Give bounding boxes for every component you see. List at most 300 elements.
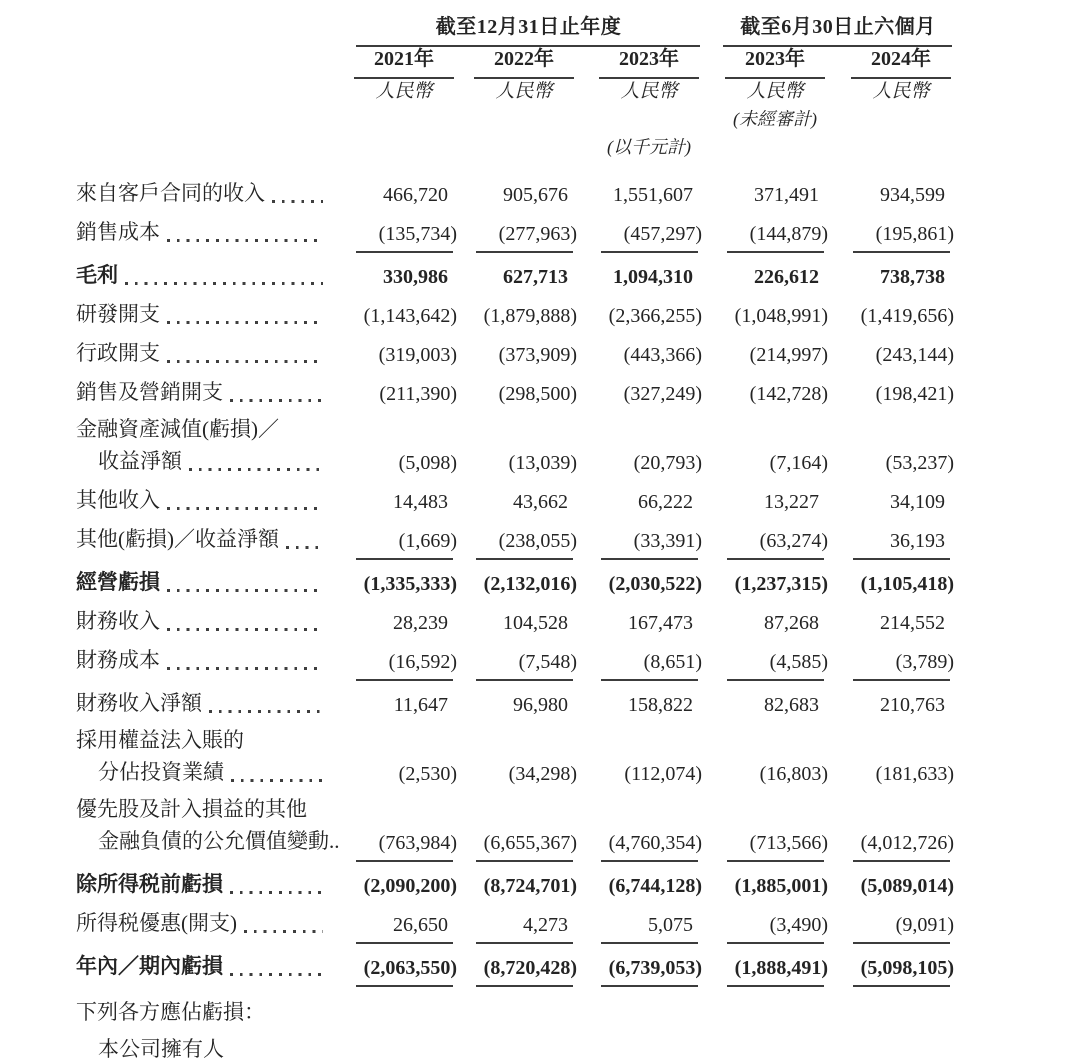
dot-leader [244, 930, 323, 933]
table-row [76, 257, 953, 296]
value-cell [723, 573, 827, 596]
column-group-header-row [76, 10, 953, 42]
value-cell [326, 184, 456, 207]
value: (5,098) [398, 452, 457, 474]
value: 34,109 [890, 491, 945, 513]
value: 214,552 [880, 612, 945, 634]
currency-header-row [76, 75, 953, 105]
value: (8,724,701) [483, 875, 577, 897]
value: (16,803) [759, 763, 828, 785]
value: (2,132,016) [483, 573, 577, 595]
value: (34,298) [508, 763, 577, 785]
value: (3,490) [769, 914, 828, 936]
row-label: 下列各方應佔虧損： [76, 1000, 265, 1024]
value-cell [456, 266, 576, 289]
value-cell [827, 914, 953, 937]
value-cell [827, 875, 953, 898]
value: (195,861) [875, 223, 954, 245]
value-cell [326, 530, 456, 553]
row-label: 財務成本 [76, 648, 160, 672]
value-cell [456, 452, 576, 475]
value: (6,744,128) [608, 875, 702, 897]
partial-row [76, 1033, 953, 1063]
value: (6,655,367) [483, 832, 577, 854]
unit-note-cell [576, 133, 701, 159]
value: (1,143,642) [363, 305, 457, 327]
value: (53,237) [885, 452, 954, 474]
dot-leader [125, 282, 323, 285]
value: (298,500) [498, 383, 577, 405]
row-label: 行政開支 [76, 341, 160, 365]
value: (8,720,428) [483, 957, 577, 979]
table-row [76, 948, 953, 987]
value-cell [827, 530, 953, 553]
value-cell [827, 344, 953, 367]
value: (443,366) [623, 344, 702, 366]
table-row [76, 866, 953, 905]
currency-cell [723, 76, 827, 105]
value-cell [827, 305, 953, 328]
value: (20,793) [633, 452, 702, 474]
label-row [76, 724, 953, 754]
value-cell [723, 914, 827, 937]
dot-leader [209, 710, 323, 713]
column-group-annual [326, 10, 701, 47]
value-cell [723, 957, 827, 980]
value-cell [723, 223, 827, 246]
value: (277,963) [498, 223, 577, 245]
row-label: 所得税優惠(開支) [76, 911, 237, 935]
row-label-cell [76, 996, 326, 1026]
value-cell [326, 875, 456, 898]
row-label-cell [76, 687, 326, 717]
dot-leader [167, 589, 323, 592]
value-cell [723, 383, 827, 406]
value: (112,074) [624, 763, 702, 785]
row-label-cell [76, 644, 326, 674]
value-cell [576, 344, 701, 367]
value-cell [326, 305, 456, 328]
value: (319,003) [378, 344, 457, 366]
value-cell [576, 651, 701, 674]
year-header-2022: 2022年 [474, 42, 574, 79]
value-cell [723, 530, 827, 553]
value-cell [576, 383, 701, 406]
value-cell [723, 875, 827, 898]
value: (7,164) [769, 452, 828, 474]
value-cell [576, 875, 701, 898]
value-cell [456, 344, 576, 367]
row-label: 其他收入 [76, 488, 160, 512]
value: (373,909) [498, 344, 577, 366]
value: (2,366,255) [608, 305, 702, 327]
value-cell [456, 694, 576, 717]
value: 13,227 [764, 491, 819, 513]
value-cell [576, 452, 701, 475]
label-row [76, 793, 953, 823]
dot-leader [167, 628, 323, 631]
currency-cell [576, 76, 701, 105]
table-row [76, 642, 953, 681]
currency-cell [827, 76, 953, 105]
value-cell [326, 914, 456, 937]
value: 1,551,607 [613, 184, 693, 206]
row-label: 採用權益法入賬的 [76, 728, 244, 752]
value: 43,662 [513, 491, 568, 513]
value: (713,566) [749, 832, 828, 854]
value: 738,738 [880, 266, 945, 288]
row-label-cell [76, 259, 326, 289]
value: 66,222 [638, 491, 693, 513]
year-header-cell [723, 42, 827, 79]
row-label-cell [76, 605, 326, 635]
dot-leader [167, 239, 323, 242]
value-cell [576, 763, 701, 786]
row-label-cell [76, 907, 326, 937]
value-cell [576, 832, 701, 855]
value: (3,789) [895, 651, 954, 673]
value-cell [456, 763, 576, 786]
value-cell [326, 266, 456, 289]
value: 167,473 [628, 612, 693, 634]
value-cell [576, 305, 701, 328]
value-cell [723, 266, 827, 289]
row-label: 除所得税前虧損 [76, 872, 223, 896]
value: 5,075 [648, 914, 693, 936]
value-cell [576, 491, 701, 514]
value: (135,734) [378, 223, 457, 245]
dot-leader [230, 973, 323, 976]
currency-label: 人民幣 [375, 81, 433, 102]
value-cell [456, 573, 576, 596]
value: (214,997) [749, 344, 828, 366]
value-cell [456, 832, 576, 855]
year-header-2024-interim: 2024年 [851, 42, 951, 79]
table-row [76, 603, 953, 642]
unaudited-note-cell [723, 105, 827, 131]
value: (1,335,333) [363, 573, 457, 595]
table-row [76, 905, 953, 944]
table-row [76, 296, 953, 335]
value-cell [723, 344, 827, 367]
row-label: 來自客戶合同的收入 [76, 181, 265, 205]
value: 14,483 [393, 491, 448, 513]
year-header-cell [456, 42, 576, 79]
value: (211,390) [379, 383, 457, 405]
value-cell [326, 491, 456, 514]
value-cell [576, 914, 701, 937]
row-label-cell [76, 1033, 326, 1063]
table-row [76, 823, 953, 862]
table-row [76, 214, 953, 253]
value: (6,739,053) [608, 957, 702, 979]
currency-label: 人民幣 [495, 81, 553, 102]
table-row [76, 754, 953, 793]
row-label: 銷售成本 [76, 220, 160, 244]
value: (142,728) [749, 383, 828, 405]
value: (33,391) [633, 530, 702, 552]
row-label: 財務收入 [76, 609, 160, 633]
dot-leader [231, 779, 323, 782]
value-cell [456, 305, 576, 328]
value-cell [326, 957, 456, 980]
row-label-cell [76, 177, 326, 207]
dot-leader [286, 546, 323, 549]
value: (243,144) [875, 344, 954, 366]
unit-note: (以千元計) [607, 137, 691, 157]
value-cell [723, 491, 827, 514]
value: (457,297) [623, 223, 702, 245]
row-label-cell [76, 216, 326, 246]
dot-leader [167, 360, 323, 363]
row-label-cell [76, 756, 326, 786]
row-label-cell [76, 337, 326, 367]
value-cell [827, 612, 953, 635]
column-group-interim [723, 10, 953, 47]
row-label-cell [76, 445, 326, 475]
value: (1,885,001) [734, 875, 828, 897]
value-cell [827, 223, 953, 246]
value: (181,633) [875, 763, 954, 785]
year-header-2021: 2021年 [354, 42, 454, 79]
table-row [76, 443, 953, 482]
year-header-cell [827, 42, 953, 79]
value-cell [723, 763, 827, 786]
row-label-cell [76, 523, 326, 553]
value-cell [326, 832, 456, 855]
value-cell [723, 184, 827, 207]
value: (763,984) [378, 832, 457, 854]
unit-note-row [76, 129, 953, 159]
value-cell [827, 763, 953, 786]
row-label: 其他(虧損)／收益淨額 [76, 527, 279, 551]
value: 226,612 [754, 266, 819, 288]
value: (238,055) [498, 530, 577, 552]
value-cell [723, 612, 827, 635]
value: 466,720 [383, 184, 448, 206]
value: 87,268 [764, 612, 819, 634]
value: (1,879,888) [483, 305, 577, 327]
currency-label: 人民幣 [872, 81, 930, 102]
row-label: 本公司擁有人 [98, 1037, 224, 1061]
value-cell [827, 651, 953, 674]
value-cell [576, 223, 701, 246]
value-cell [827, 832, 953, 855]
row-label-cell [76, 413, 326, 443]
row-label-cell [76, 950, 326, 980]
table-row [76, 685, 953, 724]
currency-cell [456, 76, 576, 105]
value: (2,090,200) [363, 875, 457, 897]
value-cell [827, 452, 953, 475]
value: 82,683 [764, 694, 819, 716]
row-label-cell [76, 793, 326, 823]
value: (4,012,726) [860, 832, 954, 854]
value: 4,273 [523, 914, 568, 936]
table-row [76, 482, 953, 521]
year-header-cell [576, 42, 701, 79]
value-cell [827, 266, 953, 289]
value-cell [723, 305, 827, 328]
value-cell [576, 266, 701, 289]
dot-leader [167, 507, 323, 510]
label-row [76, 413, 953, 443]
year-header-cell [326, 42, 456, 79]
value-cell [326, 694, 456, 717]
row-label: 優先股及計入損益的其他 [76, 797, 307, 821]
value: (5,089,014) [860, 875, 954, 897]
value-cell [827, 573, 953, 596]
row-label: 收益淨額 [98, 449, 182, 473]
currency-cell [326, 76, 456, 105]
value: (1,237,315) [734, 573, 828, 595]
row-label-cell [76, 484, 326, 514]
table-body [76, 175, 953, 1063]
dot-leader [272, 200, 323, 203]
value: 26,650 [393, 914, 448, 936]
column-group-interim-label: 截至6月30日止六個月 [740, 16, 936, 38]
value: (327,249) [623, 383, 702, 405]
value-cell [326, 344, 456, 367]
value: (5,098,105) [860, 957, 954, 979]
value-cell [456, 383, 576, 406]
value: 210,763 [880, 694, 945, 716]
value: (16,592) [388, 651, 457, 673]
value: 330,986 [383, 266, 448, 288]
income-statement-table [76, 0, 953, 1063]
value-cell [576, 957, 701, 980]
unaudited-note: (未經審計) [733, 109, 817, 129]
value-cell [827, 491, 953, 514]
row-label-cell [76, 298, 326, 328]
value-cell [723, 694, 827, 717]
value: (7,548) [518, 651, 577, 673]
value: (1,105,418) [860, 573, 954, 595]
row-label: 財務收入淨額 [76, 691, 202, 715]
dot-leader [167, 321, 323, 324]
value-cell [456, 491, 576, 514]
table-row [76, 564, 953, 603]
row-label: 年內／期內虧損 [76, 954, 223, 978]
row-label: 經營虧損 [76, 570, 160, 594]
value: 96,980 [513, 694, 568, 716]
value: 158,822 [628, 694, 693, 716]
value-cell [326, 651, 456, 674]
value: (13,039) [508, 452, 577, 474]
value-cell [827, 957, 953, 980]
value: (4,760,354) [608, 832, 702, 854]
value: 104,528 [503, 612, 568, 634]
table-row [76, 335, 953, 374]
value: (1,419,656) [860, 305, 954, 327]
value-cell [456, 530, 576, 553]
dot-leader [230, 399, 323, 402]
row-label: 研發開支 [76, 302, 160, 326]
value: (1,048,991) [734, 305, 828, 327]
value: 36,193 [890, 530, 945, 552]
value: (2,063,550) [363, 957, 457, 979]
table-row [76, 521, 953, 560]
row-label-cell [76, 376, 326, 406]
value-cell [326, 612, 456, 635]
value-cell [827, 694, 953, 717]
value-cell [326, 223, 456, 246]
value-cell [827, 383, 953, 406]
value: (2,530) [398, 763, 457, 785]
currency-label: 人民幣 [746, 81, 804, 102]
value: (4,585) [769, 651, 828, 673]
value-cell [456, 651, 576, 674]
row-label: 金融負債的公允價值變動.. [98, 829, 340, 853]
value: (9,091) [895, 914, 954, 936]
value: (1,669) [398, 530, 457, 552]
value: 627,713 [503, 266, 568, 288]
row-label-cell [76, 868, 326, 898]
value-cell [576, 184, 701, 207]
year-header-2023: 2023年 [599, 42, 699, 79]
unaudited-note-row [76, 105, 953, 129]
value-cell [326, 452, 456, 475]
value-cell [723, 651, 827, 674]
value: (198,421) [875, 383, 954, 405]
currency-label: 人民幣 [620, 81, 678, 102]
dot-leader [167, 667, 323, 670]
dot-leader [189, 468, 323, 471]
value-cell [326, 383, 456, 406]
value-cell [576, 573, 701, 596]
row-label-cell [76, 724, 326, 754]
value: (2,030,522) [608, 573, 702, 595]
label-row [76, 993, 953, 1033]
row-label: 銷售及營銷開支 [76, 380, 223, 404]
value-cell [456, 914, 576, 937]
value: 905,676 [503, 184, 568, 206]
value-cell [723, 832, 827, 855]
value-cell [456, 875, 576, 898]
value: 1,094,310 [613, 266, 693, 288]
value: 11,647 [393, 694, 448, 716]
value: (1,888,491) [734, 957, 828, 979]
table-row [76, 175, 953, 214]
column-group-annual-label: 截至12月31日止年度 [435, 16, 622, 38]
value: 28,239 [393, 612, 448, 634]
value-cell [576, 694, 701, 717]
year-header-2023-interim: 2023年 [725, 42, 825, 79]
value: (63,274) [759, 530, 828, 552]
table-row [76, 374, 953, 413]
row-label-cell [76, 566, 326, 596]
row-label: 分佔投資業績 [98, 760, 224, 784]
value-cell [456, 184, 576, 207]
row-label: 毛利 [76, 263, 118, 287]
value: (144,879) [749, 223, 828, 245]
row-label: 金融資產減值(虧損)／ [76, 417, 279, 441]
value-cell [723, 452, 827, 475]
value-cell [456, 957, 576, 980]
value: 371,491 [754, 184, 819, 206]
row-label-cell [76, 825, 340, 855]
value-cell [576, 612, 701, 635]
value-cell [456, 223, 576, 246]
value-cell [827, 184, 953, 207]
value-cell [326, 573, 456, 596]
value: (8,651) [643, 651, 702, 673]
value-cell [326, 763, 456, 786]
value-cell [456, 612, 576, 635]
value: 934,599 [880, 184, 945, 206]
value-cell [576, 530, 701, 553]
dot-leader [230, 891, 323, 894]
